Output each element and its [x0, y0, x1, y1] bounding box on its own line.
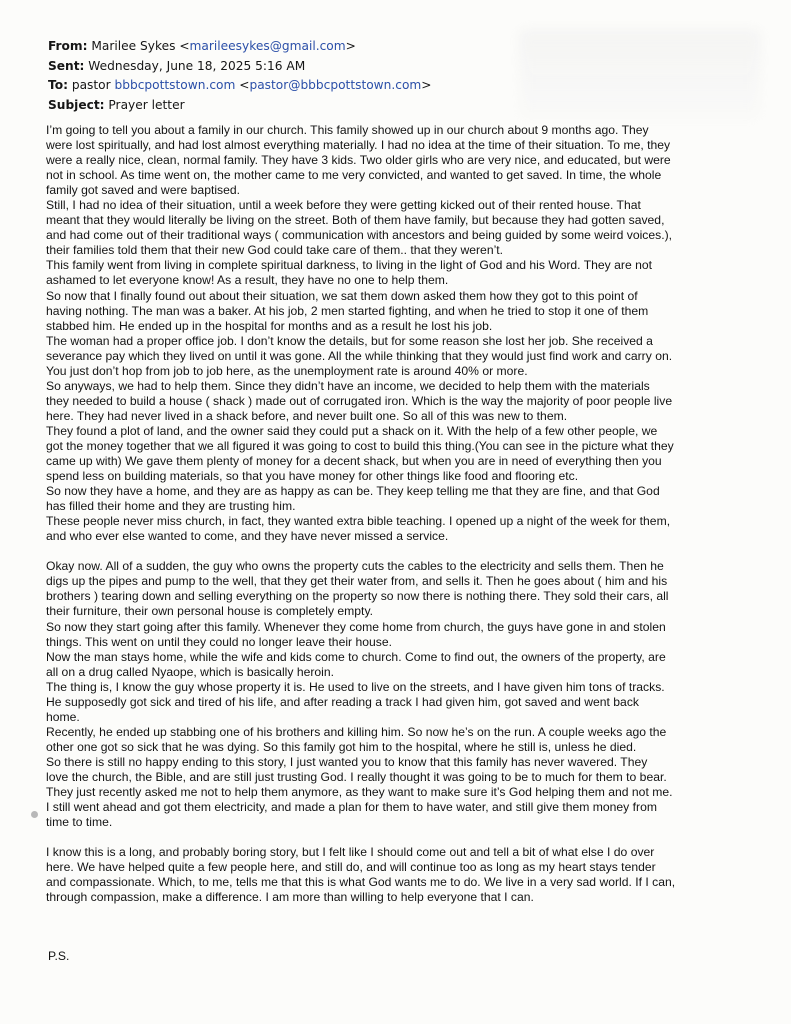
body-line: time to time.: [46, 815, 113, 830]
email-header: [48, 37, 748, 115]
body-line: These people never miss church, in fact, they wanted extra bible teaching. I opened up a night of the week for them,: [46, 514, 671, 529]
body-line: The woman had a proper office job. I don’t know the details, but for some reason she lost her job. She received a: [46, 333, 653, 348]
body-line: severance pay which they lived on until it was gone. All the while thinking that they would just find work and carry on.: [46, 348, 673, 363]
body-line: You just don’t hop from job to job here, as the unemployment rate is around 40% or more.: [46, 363, 528, 378]
body-line: So now they have a home, and they are as happy as can be. They keep telling me that they are fine, and that God: [46, 484, 660, 499]
body-line: meant that they would literally be living on the street. Both of them have family, but because they had gotten saved,: [46, 213, 665, 228]
body-line: So now that I finally found out about their situation, we sat them down asked them how they got to this point of: [46, 288, 638, 303]
body-line: I know this is a long, and probably boring story, but I felt like I should come out and tell a bit of what else I do over: [46, 845, 655, 860]
body-line: not in school. As time went on, the mother came to me very convicted, and wanted to get saved. In time, the whole: [46, 168, 662, 183]
body-line: through compassion, make a difference. I am more than willing to help everyone that I can.: [46, 890, 534, 905]
body-line: came up with) We gave them plenty of money for a decent shack, but when you are in need of everything then you: [46, 454, 662, 469]
from-email-link[interactable]: marileesykes@gmail.com: [189, 39, 346, 53]
email-body: [46, 123, 758, 905]
body-line: Still, I had no idea of their situation, until a week before they were getting kicked out of their rented house. That: [46, 198, 641, 213]
postscript: P.S.: [48, 949, 70, 963]
body-line: I still went ahead and got them electricity, and made a plan for them to have water, and still give them money from: [46, 800, 657, 815]
to-email-open: <: [239, 78, 250, 93]
from-row: [48, 37, 748, 57]
body-line: and had come out of their traditional ways ( communication with ancestors and being guided by some weird voices.),: [46, 228, 673, 243]
body-line: Recently, he ended up stabbing one of his brothers and killing him. So now he’s on the run. A couple weeks ago the: [46, 724, 667, 739]
body-line: spend less on building materials, so that you have money for other things like food and flooring etc.: [46, 469, 579, 484]
body-line: things. This went on until they could no longer leave their house.: [46, 634, 392, 649]
body-line: they needed to build a house ( shack ) made out of corrugated iron. Which is the way the majority of poor people live: [46, 393, 673, 408]
body-line: home.: [46, 709, 80, 724]
body-line: has filled their home and they are trusting him.: [46, 499, 296, 514]
to-email-close: >: [421, 78, 432, 93]
body-line: having nothing. The man was a baker. At his job, 2 men started fighting, and when he tried to stop it one of them: [46, 303, 649, 318]
from-email-open: <: [179, 39, 190, 53]
body-line: brothers ) tearing down and selling everything on the property so now there is nothing there. They sold their cars, all: [46, 589, 669, 604]
sent-value: Wednesday, June 18, 2025 5:16 AM: [88, 58, 306, 73]
body-line: stabbed him. He ended up in the hospital for months and as a result he lost his job.: [46, 318, 493, 333]
body-line: They just recently asked me not to help them anymore, as they want to make sure it’s God helping them and not me.: [46, 785, 673, 800]
body-line: all on a drug called Nyaope, which is basically heroin.: [46, 664, 335, 679]
sent-label: Sent:: [48, 58, 85, 73]
sent-row: [48, 57, 748, 77]
subject-value: Prayer letter: [108, 97, 185, 112]
from-name: Marilee Sykes: [91, 39, 176, 53]
paragraph-gap: [46, 830, 758, 845]
body-line: family got saved and were baptised.: [46, 183, 241, 198]
subject-label: Subject:: [48, 97, 105, 112]
to-name: pastor: [71, 78, 111, 93]
body-line: love the church, the Bible, and are still just trusting God. I really thought it was going to be to much for them to bear.: [46, 769, 667, 784]
body-line: digs up the pipes and pump to the well, that they get their water from, and sells it. Then he goes about ( him and his: [46, 574, 668, 589]
from-label: From:: [48, 39, 88, 53]
body-line: ashamed to let everyone know! As a result, they have no one to help them.: [46, 273, 449, 288]
body-line: were lost spiritually, and had lost almost everything materially. I had no idea at the time of their situation. To me, they: [46, 138, 671, 153]
to-row: [48, 76, 748, 96]
paragraph-gap: [46, 544, 758, 559]
body-line: and who ever else wanted to come, and they have never missed a service.: [46, 529, 449, 544]
body-line: They found a plot of land, and the owner said they could put a shack on it. With the help of a few other people, we: [46, 423, 658, 438]
body-line: This family went from living in complete spiritual darkness, to living in the light of God and his Word. They are not: [46, 258, 653, 273]
body-line: He supposedly got sick and tired of his life, and after reading a track I had given him, got saved and went back: [46, 694, 639, 709]
body-line: So there is still no happy ending to this story, I just wanted you to know that this family has never wavered. They: [46, 754, 648, 769]
body-line: So now they start going after this family. Whenever they come home from church, the guys have gone in and stolen: [46, 619, 666, 634]
body-line: here. We have helped quite a few people here, and still do, and will continue too as long as my heart stays tender: [46, 860, 656, 875]
body-line: got the money together that we all figured it was going to cost to build this thing.(You can see in the picture what they: [46, 438, 674, 453]
from-email-close: >: [345, 39, 356, 53]
scan-artifact-dot: [31, 811, 38, 818]
body-line: their furniture, their own personal house is completely empty.: [46, 604, 373, 619]
body-line: their families told them that their new God could take care of them.. that they weren’t.: [46, 243, 504, 258]
body-line: I’m going to tell you about a family in our church. This family showed up in our church about 9 months ago. They: [46, 123, 649, 137]
subject-row: [48, 96, 748, 116]
to-email-link[interactable]: pastor@bbbcpottstown.com: [249, 78, 422, 93]
body-line: and compassionate. Which, to me, tells me that this is what God wants me to do. We live in a very sad world. If I can,: [46, 875, 676, 890]
body-line: other one got so sick that he was dying. So this family got him to the hospital, where he still is, unless he died.: [46, 739, 637, 754]
body-line: The thing is, I know the guy whose property it is. He used to live on the streets, and I have given him tons of tracks.: [46, 679, 665, 694]
to-label: To:: [48, 78, 68, 93]
body-line: Okay now. All of a sudden, the guy who owns the property cuts the cables to the electricity and sells them. Then he: [46, 559, 664, 574]
body-line: were a really nice, clean, normal family. They have 3 kids. Two older girls who are very nice, and educated, but were: [46, 153, 671, 168]
to-domain-link[interactable]: bbbcpottstown.com: [114, 78, 236, 93]
body-line: Now the man stays home, while the wife and kids come to church. Come to find out, the owners of the property, are: [46, 649, 666, 664]
body-line: So anyways, we had to help them. Since they didn’t have an income, we decided to help them with the materials: [46, 378, 650, 393]
body-line: here. They had never lived in a shack before, and never built one. So all of this was new to them.: [46, 408, 568, 423]
